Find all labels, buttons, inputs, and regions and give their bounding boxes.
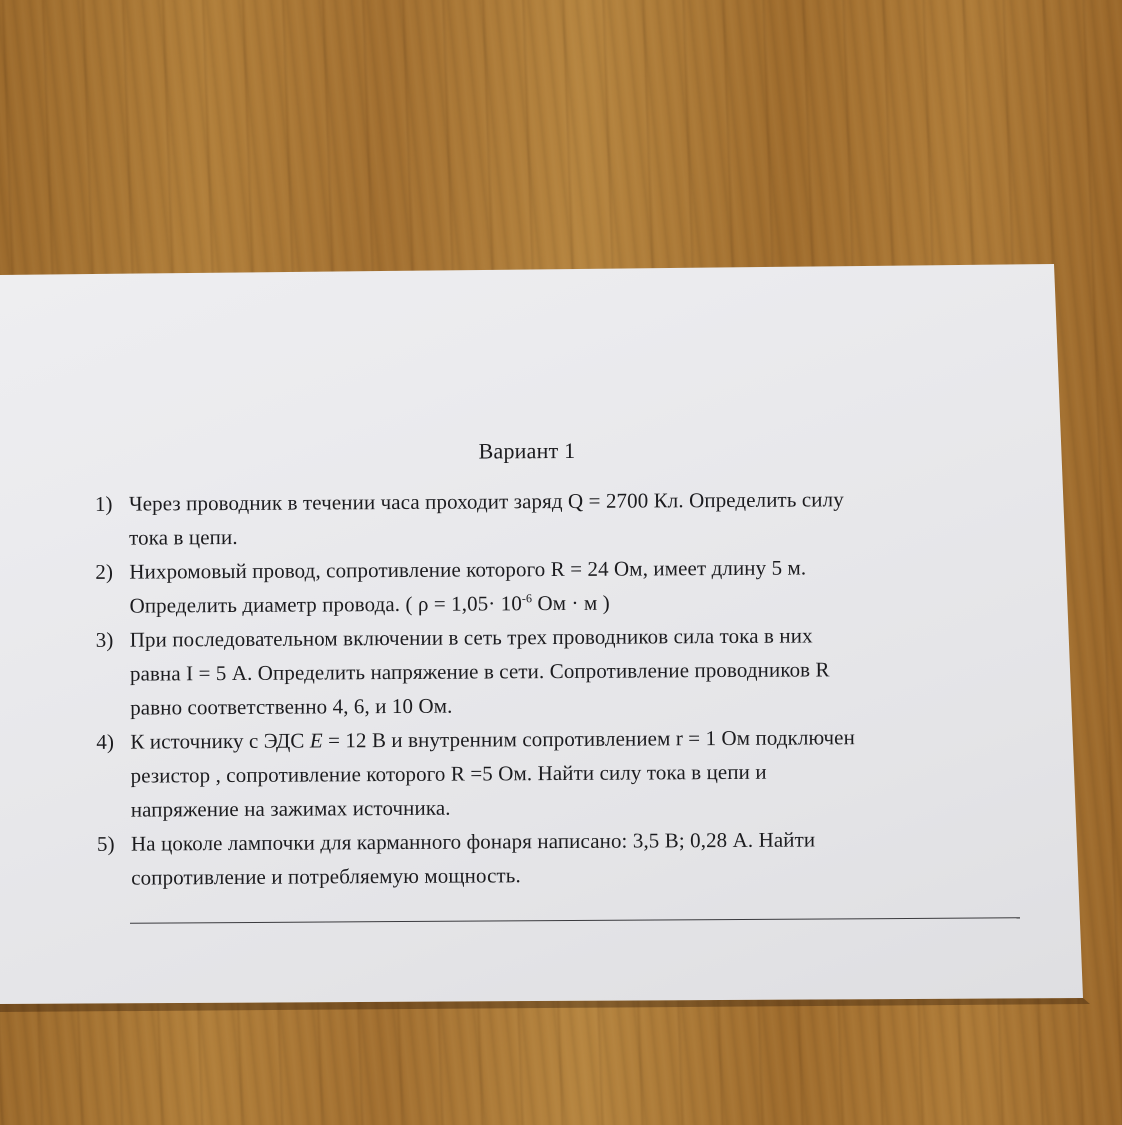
task-text-line: При последовательном включении в сеть трех проводников сила тока в них (129, 623, 813, 652)
emf-suffix: = 12 В и внутренним сопротивлением r = 1 Ом подключен (322, 725, 855, 753)
emf-symbol: E (309, 728, 323, 753)
task-text-line: тока в цепи. (129, 524, 238, 550)
task-text-line: сопротивление и потребляемую мощность. (131, 863, 521, 890)
formula-text: Определить диаметр провода. ( ρ = 1,05· 10 (129, 591, 522, 618)
task-number: 3) (95, 627, 114, 652)
task-number: 4) (96, 729, 115, 754)
task-text-line: равна I = 5 А. Определить напряжение в сети. Сопротивление проводников R (129, 657, 830, 686)
variant-title: Вариант 1 (478, 437, 576, 464)
task-text-line: Через проводник в течении часа проходит заряд Q = 2700 Кл. Определить силу (128, 487, 844, 516)
task-item-4 (96, 719, 1007, 827)
task-list (95, 481, 1007, 895)
task-number: 2) (95, 559, 114, 584)
task-text-line-formula (129, 583, 1005, 622)
task-item-5 (97, 821, 1007, 895)
task-item-1 (95, 481, 1005, 555)
formula-unit: Ом · м ) (532, 590, 610, 616)
task-text-line: равно соответственно 4, 6, и 10 Ом. (130, 693, 453, 720)
task-text-line: На цоколе лампочки для карманного фонаря написано: 3,5 В; 0,28 А. Найти (130, 827, 816, 856)
task-text-line: напряжение на зажимах источника. (130, 795, 451, 822)
task-text-line: Нихромовый провод, сопротивление которого R = 24 Ом, имеет длину 5 м. (129, 555, 807, 584)
task-number: 1) (94, 491, 113, 516)
exponent: -6 (521, 591, 533, 606)
task-text-line-emf (130, 719, 1006, 758)
task-text-line: резистор , сопротивление которого R =5 Ом. Найти силу тока в цепи и (130, 759, 767, 788)
task-number: 5) (96, 831, 115, 856)
task-item-2 (95, 549, 1005, 623)
emf-prefix: К источнику с ЭДС (130, 728, 310, 754)
task-item-3 (96, 617, 1007, 725)
